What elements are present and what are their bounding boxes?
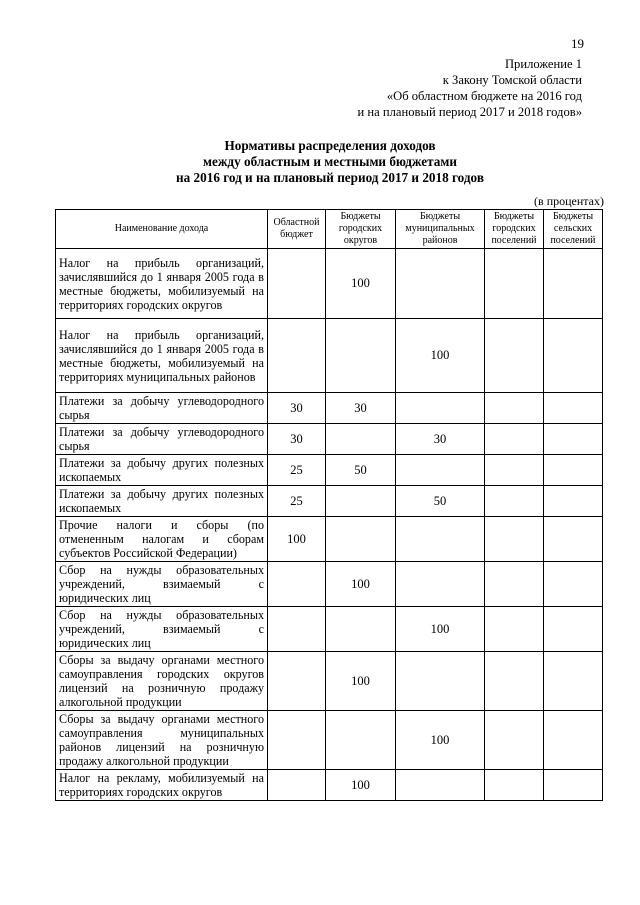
percent-cell — [485, 607, 544, 652]
column-header-regional: Областной бюджет — [268, 210, 326, 249]
percent-cell — [268, 652, 326, 711]
percent-cell — [396, 770, 485, 801]
table-row — [56, 319, 603, 393]
percent-cell: 25 — [268, 455, 326, 486]
percent-cell — [485, 249, 544, 319]
percent-cell — [396, 517, 485, 562]
percent-cell — [268, 711, 326, 770]
table-row — [56, 486, 603, 517]
appendix-line: Приложение 1 — [504, 57, 582, 71]
percent-cell: 100 — [326, 652, 396, 711]
percent-cell — [544, 249, 603, 319]
percent-cell — [544, 319, 603, 393]
table-row — [56, 517, 603, 562]
percent-cell — [326, 486, 396, 517]
title-line: на 2016 год и на плановый период 2017 и 2018 годов — [176, 170, 484, 185]
percent-cell — [485, 319, 544, 393]
table-row — [56, 607, 603, 652]
percent-cell — [326, 517, 396, 562]
page-number: 19 — [571, 36, 584, 51]
percent-cell: 30 — [396, 424, 485, 455]
percent-cell — [326, 711, 396, 770]
percent-cell — [544, 455, 603, 486]
percent-cell — [326, 319, 396, 393]
appendix-line: и на плановый период 2017 и 2018 годов» — [357, 105, 582, 119]
percent-cell — [544, 562, 603, 607]
percent-cell — [268, 607, 326, 652]
income-name-cell: Прочие налоги и сборы (по отмененным налогам и сборам субъектов Российской Федерации) — [56, 517, 268, 562]
percent-cell — [544, 393, 603, 424]
income-name-cell: Сбор на нужды образовательных учреждений, взимаемый с юридических лиц — [56, 607, 268, 652]
units-note: (в процентах) — [534, 194, 604, 208]
document-title — [96, 138, 564, 186]
percent-cell — [396, 455, 485, 486]
income-name-cell: Платежи за добычу углеводородного сырья — [56, 424, 268, 455]
income-name-cell: Налог на прибыль организаций, зачислявшийся до 1 января 2005 года в местные бюджеты, мобилизуемый на территориях муниципальных районов — [56, 319, 268, 393]
percent-cell: 50 — [326, 455, 396, 486]
appendix-reference — [358, 56, 582, 120]
percent-cell: 100 — [326, 562, 396, 607]
percent-cell: 100 — [396, 319, 485, 393]
percent-cell — [544, 607, 603, 652]
income-name-cell: Сборы за выдачу органами местного самоуправления муниципальных районов лицензий на розничную продажу алкогольной продукции — [56, 711, 268, 770]
income-name-cell: Платежи за добычу других полезных ископаемых — [56, 455, 268, 486]
percent-cell: 30 — [268, 393, 326, 424]
income-name-cell: Налог на прибыль организаций, зачислявшийся до 1 января 2005 года в местные бюджеты, мобилизуемый на территориях городских округов — [56, 249, 268, 319]
percent-cell — [544, 711, 603, 770]
percent-cell — [396, 249, 485, 319]
percent-cell — [326, 607, 396, 652]
percent-cell — [544, 486, 603, 517]
percent-cell — [544, 517, 603, 562]
percent-cell — [485, 652, 544, 711]
percent-cell: 30 — [326, 393, 396, 424]
table-row — [56, 562, 603, 607]
percent-cell: 100 — [396, 711, 485, 770]
percent-cell: 50 — [396, 486, 485, 517]
percent-cell — [268, 562, 326, 607]
table-row — [56, 652, 603, 711]
percent-cell: 25 — [268, 486, 326, 517]
income-name-cell: Платежи за добычу других полезных ископаемых — [56, 486, 268, 517]
percent-cell: 100 — [268, 517, 326, 562]
percent-cell: 30 — [268, 424, 326, 455]
income-name-cell: Сборы за выдачу органами местного самоуправления городских округов лицензий на розничную продажу алкогольной продукции — [56, 652, 268, 711]
percent-cell — [396, 393, 485, 424]
appendix-line: к Закону Томской области — [442, 73, 582, 87]
table-row — [56, 711, 603, 770]
table-body — [56, 249, 603, 801]
table-row — [56, 249, 603, 319]
percent-cell — [544, 770, 603, 801]
percent-cell — [544, 424, 603, 455]
percent-cell — [268, 770, 326, 801]
revenue-distribution-table — [55, 209, 603, 801]
column-header-urban-settlements: Бюджеты городских поселений — [485, 210, 544, 249]
percent-cell — [544, 652, 603, 711]
table-row — [56, 393, 603, 424]
table-row — [56, 424, 603, 455]
income-name-cell: Сбор на нужды образовательных учреждений, взимаемый с юридических лиц — [56, 562, 268, 607]
percent-cell — [485, 517, 544, 562]
percent-cell: 100 — [326, 249, 396, 319]
income-name-cell: Платежи за добычу углеводородного сырья — [56, 393, 268, 424]
table-row — [56, 770, 603, 801]
percent-cell — [396, 562, 485, 607]
percent-cell — [485, 711, 544, 770]
percent-cell — [485, 393, 544, 424]
column-header-city-districts: Бюджеты городских округов — [326, 210, 396, 249]
column-header-rural-settlements: Бюджеты сельских поселений — [544, 210, 603, 249]
percent-cell — [485, 562, 544, 607]
title-line: между областным и местными бюджетами — [203, 154, 457, 169]
appendix-line: «Об областном бюджете на 2016 год — [386, 89, 582, 103]
percent-cell — [326, 424, 396, 455]
percent-cell — [485, 424, 544, 455]
table-row — [56, 455, 603, 486]
percent-cell: 100 — [326, 770, 396, 801]
table-header-row — [56, 210, 603, 249]
percent-cell: 100 — [396, 607, 485, 652]
percent-cell — [268, 319, 326, 393]
percent-cell — [396, 652, 485, 711]
income-name-cell: Налог на рекламу, мобилизуемый на территориях городских округов — [56, 770, 268, 801]
title-line: Нормативы распределения доходов — [224, 138, 436, 153]
column-header-income-name: Наименование дохода — [56, 210, 268, 249]
percent-cell — [485, 486, 544, 517]
column-header-municipal-districts: Бюджеты муниципальных районов — [396, 210, 485, 249]
percent-cell — [485, 455, 544, 486]
percent-cell — [268, 249, 326, 319]
percent-cell — [485, 770, 544, 801]
